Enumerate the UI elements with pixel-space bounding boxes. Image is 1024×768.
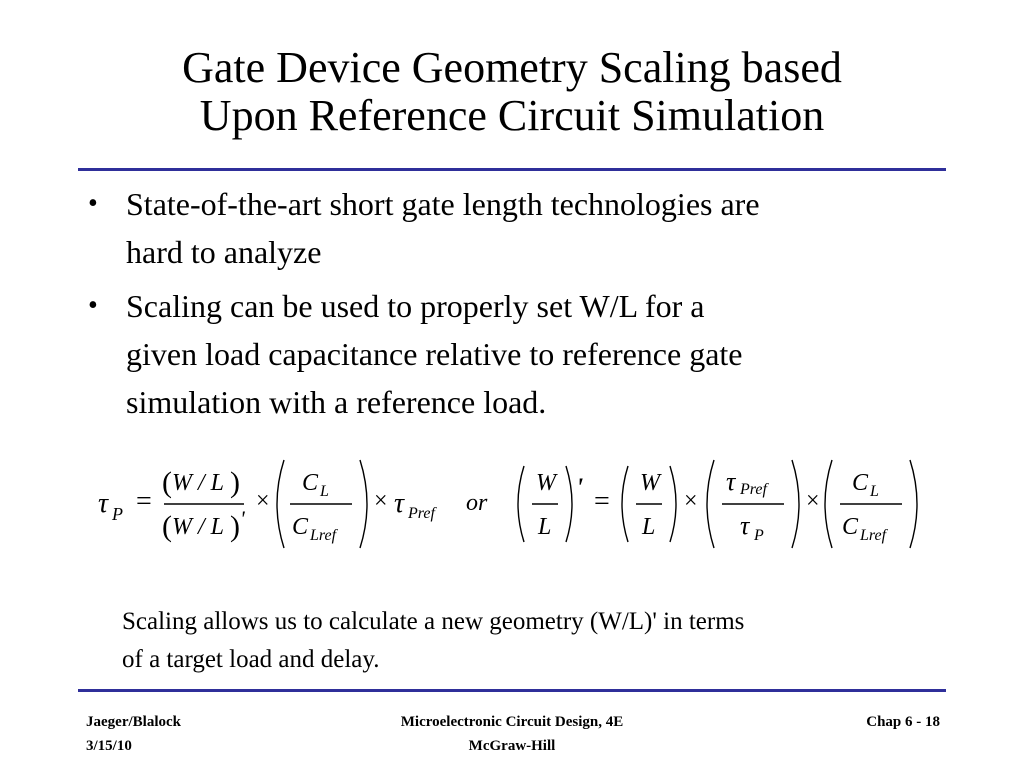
eq-equals-2: = — [594, 486, 610, 517]
eq-tau-p: τ — [98, 488, 109, 519]
scaling-equation — [80, 440, 940, 560]
equation-graphic — [80, 440, 940, 560]
eq-prime-den: ' — [240, 506, 245, 531]
title-line-2: Upon Reference Circuit Simulation — [199, 91, 825, 140]
eq-c-den-right: C — [842, 514, 859, 540]
eq-big-paren-close-3 — [670, 466, 676, 542]
eq-or: or — [466, 490, 488, 516]
eq-c-num-right: C — [852, 470, 869, 496]
title-line-1: Gate Device Geometry Scaling based — [182, 43, 842, 92]
eq-tau-pref-right-sub: Pref — [740, 481, 767, 498]
eq-tau-pref-right: τ — [726, 467, 736, 496]
eq-big-paren-close-4 — [792, 460, 799, 548]
eq-w-right-2: W — [640, 470, 660, 496]
eq-c-num: C — [302, 470, 319, 496]
scaling-note — [122, 603, 922, 679]
eq-w-right: W — [536, 470, 556, 496]
bullet-item — [80, 282, 940, 426]
bullet-2-line-1: Scaling can be used to properly set W/L for a — [126, 288, 705, 324]
bullet-2-line-2: given load capacitance relative to reference gate — [126, 336, 743, 372]
eq-wl-denominator: W / L — [172, 514, 225, 540]
eq-paren-open-den: ( — [162, 510, 172, 543]
footer-chapter: Chap 6 - 18 — [866, 714, 940, 730]
eq-times-2: × — [374, 488, 388, 514]
eq-big-paren-close-5 — [910, 460, 917, 548]
eq-times-4: × — [806, 488, 820, 514]
eq-big-paren-open-4 — [707, 460, 714, 548]
footer-divider — [78, 689, 946, 692]
eq-l-right: L — [538, 514, 552, 540]
eq-big-paren-open-2 — [518, 466, 524, 542]
slide-title — [40, 44, 984, 140]
eq-c-den-sub: Lref — [310, 527, 337, 544]
bullet-item — [80, 180, 940, 276]
footer-date: 3/15/10 — [86, 738, 132, 754]
eq-c-num-sub: L — [320, 483, 329, 500]
eq-prime-right: ' — [576, 473, 584, 502]
footer-left — [86, 710, 181, 758]
eq-tau-p-sub: P — [112, 504, 123, 524]
eq-big-paren-close-2 — [566, 466, 572, 542]
footer-publisher: McGraw-Hill — [468, 738, 556, 754]
eq-paren-open-num: ( — [162, 466, 172, 499]
eq-tau-p-right: τ — [740, 511, 750, 540]
eq-tau-p-right-sub: P — [754, 527, 764, 544]
eq-c-num-right-sub: L — [870, 483, 879, 500]
footer-authors: Jaeger/Blalock — [86, 714, 181, 730]
eq-c-den: C — [292, 514, 309, 540]
eq-big-paren-close-1 — [360, 460, 367, 548]
eq-paren-close-num: ) — [230, 466, 240, 499]
eq-tau-pref: τ — [394, 488, 405, 519]
title-divider — [78, 168, 946, 171]
eq-l-right-2: L — [642, 514, 656, 540]
eq-big-paren-open-1 — [277, 460, 284, 548]
note-line-2: of a target load and delay. — [122, 646, 380, 673]
eq-wl-numerator: W / L — [172, 470, 225, 496]
bullet-list — [80, 180, 940, 432]
eq-tau-pref-sub: Pref — [408, 505, 435, 522]
bullet-icon: • — [88, 290, 98, 321]
bullet-2-line-3: simulation with a reference load. — [126, 384, 547, 420]
bullet-1-line-2: hard to analyze — [126, 234, 322, 270]
bullet-icon: • — [88, 188, 98, 219]
footer-book: Microelectronic Circuit Design, 4E — [400, 714, 624, 730]
footer-right — [820, 710, 940, 734]
footer-center — [312, 710, 712, 758]
eq-big-paren-open-3 — [622, 466, 628, 542]
eq-paren-close-den: ) — [230, 510, 240, 543]
bullet-1-line-1: State-of-the-art short gate length technologies are — [126, 186, 760, 222]
note-line-1: Scaling allows us to calculate a new geometry (W/L)' in terms — [122, 608, 745, 635]
eq-big-paren-open-5 — [825, 460, 832, 548]
eq-times-1: × — [256, 488, 270, 514]
eq-equals-1: = — [136, 486, 152, 517]
eq-c-den-right-sub: Lref — [860, 527, 887, 544]
eq-times-3: × — [684, 488, 698, 514]
